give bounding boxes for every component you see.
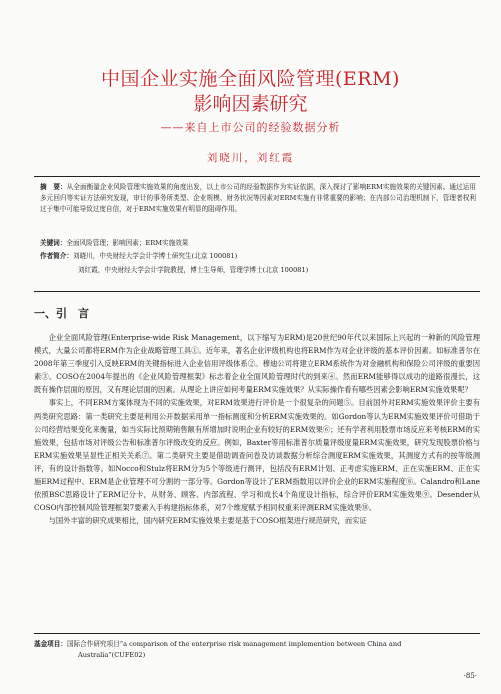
authors: 刘晓川，刘红霞 — [206, 152, 295, 164]
abstract — [40, 182, 476, 216]
paper-title-line2: 影响因素研究 — [193, 93, 308, 115]
paper-title-line1: 中国企业实施全面风险管理(ERM) — [101, 68, 400, 90]
fund-text: 国际合作研究项目“a comparison of the enterprise risk management implemention between China and — [66, 640, 402, 648]
abstract-text: 从全面衡量企业风险管理实施效果的角度出发，以上市公司的经验数据作为实证依据，深入探讨了影响ERM实施效果的关键因素。通过运用多元回归等实证方法研究发现，审计的事务所类型、企业规模、财务状况等因素对ERM实施有非常重要的影响；在内部公司治理机制下，管理者权利过于集中可能导致过度自信，对于ERM实施效果有明显的阻碍作用。 — [40, 183, 477, 214]
keywords-label: 关键词： — [40, 239, 67, 247]
paragraph: 与国外丰富的研究成果相比，国内研究ERM实施效果主要是基于COSO框架进行规范研究，而实证 — [48, 516, 367, 526]
abstract-bottom-rule — [34, 291, 480, 292]
footnote-rule — [34, 633, 480, 634]
author-info-line1: 刘晓川，中央财经大学会计学博士研究生(北京 100081) — [72, 252, 238, 260]
keywords — [40, 238, 476, 249]
fund-text-2: Australia”(CUFE02) — [78, 651, 146, 659]
keywords-text: 全面风险管理；影响因素；ERM实施效果 — [66, 239, 189, 247]
author-info-label: 作者简介： — [40, 252, 73, 260]
body-text — [34, 331, 480, 527]
fund-note — [34, 639, 480, 661]
author-info-1 — [40, 251, 476, 262]
paragraph: 事实上，不同ERM方案体现为不同的实施效果，对ERM效果进行评价是一个很复杂的问题⑤。目前国外对ERM实施效果评价主要有两类研究思路：第一类研究主要是利用公开数据采用单一指标测度和分析ERM实施效果的。如Gordon等认为ERM实施效果评价可借助于公司经营结果变化来衡量，如当实际比预期销售额有所增加时说明企业有较好的ERM效果⑥；还有学者利用股票市场反应来考核ERM的实施效果，包括市场对评级公告和标准普尔评级改变的反应。例如，Baxter等用标准普尔质量评级度量ERM实施效果，研究发现股票价格与ERM实施效果呈显性正相关关系⑦。第二类研究主要是借助调查问卷及访谈数据分析综合测度ERM实施效果，其测度方式有的按等级测评，有的设计指数等。如Nocco和Stulz将ERM分为5个等级进行测评，包括没有ERM计划、正考虑实施ERM、正在实施ERM、正在实施ERM过程中、ERM是企业管理不可分割的一部分等。Gordon等设计了ERM指数用以评价企业的ERM实施程度⑧。Calandro和Lane依照BSC思路设计了ERM记分卡，从财务、顾客、内部流程、学习和成长4个角度设计指标，综合评价ERM实施效果⑨。Desender从COSO内部控制风险管理框架7要素入手构建指标体系，对7个维度赋予相同权重来评测ERM实施效果⑩。 — [34, 398, 480, 513]
abstract-label: 摘 要： — [40, 183, 67, 191]
author-info-line2: 刘红霞，中央财经大学会计学院教授，博士生导师，管理学博士(北京 100081) — [78, 266, 309, 274]
paragraph: 企业全面风险管理(Enterprise-wide Risk Management，以下缩写为ERM)是20世纪90年代以来国际上兴起的一种新的风险管理模式，大量公司都将ERM作为企业战略管理工具①。近年来，著名企业评级机构也将ERM作为对企业评级的基本评价因素。如标准普尔在2008年第三季度引入反映ERM的关键指标进入企业信用评级体系②。穆迪公司将建立ERM系统作为对金融机构和保险公司评级的重要因素③。COSO在2004年提出的《企业风险管理框架》标志着企业全面风险管理时代的到来④。然而ERM能够得以成功的道路很漫长，这既有操作层面的原因，又有理论层面的因素。从理论上讲应如何考量ERM实施效果？从实际操作看有哪些因素会影响ERM实施效果呢？ — [34, 333, 480, 395]
paper-subtitle: ——来自上市公司的经验数据分析 — [160, 121, 341, 134]
section-heading: 一、引 言 — [34, 307, 89, 320]
page-number: ·85· — [463, 672, 477, 680]
top-rule — [34, 176, 480, 177]
fund-label: 基金项目： — [34, 640, 67, 648]
